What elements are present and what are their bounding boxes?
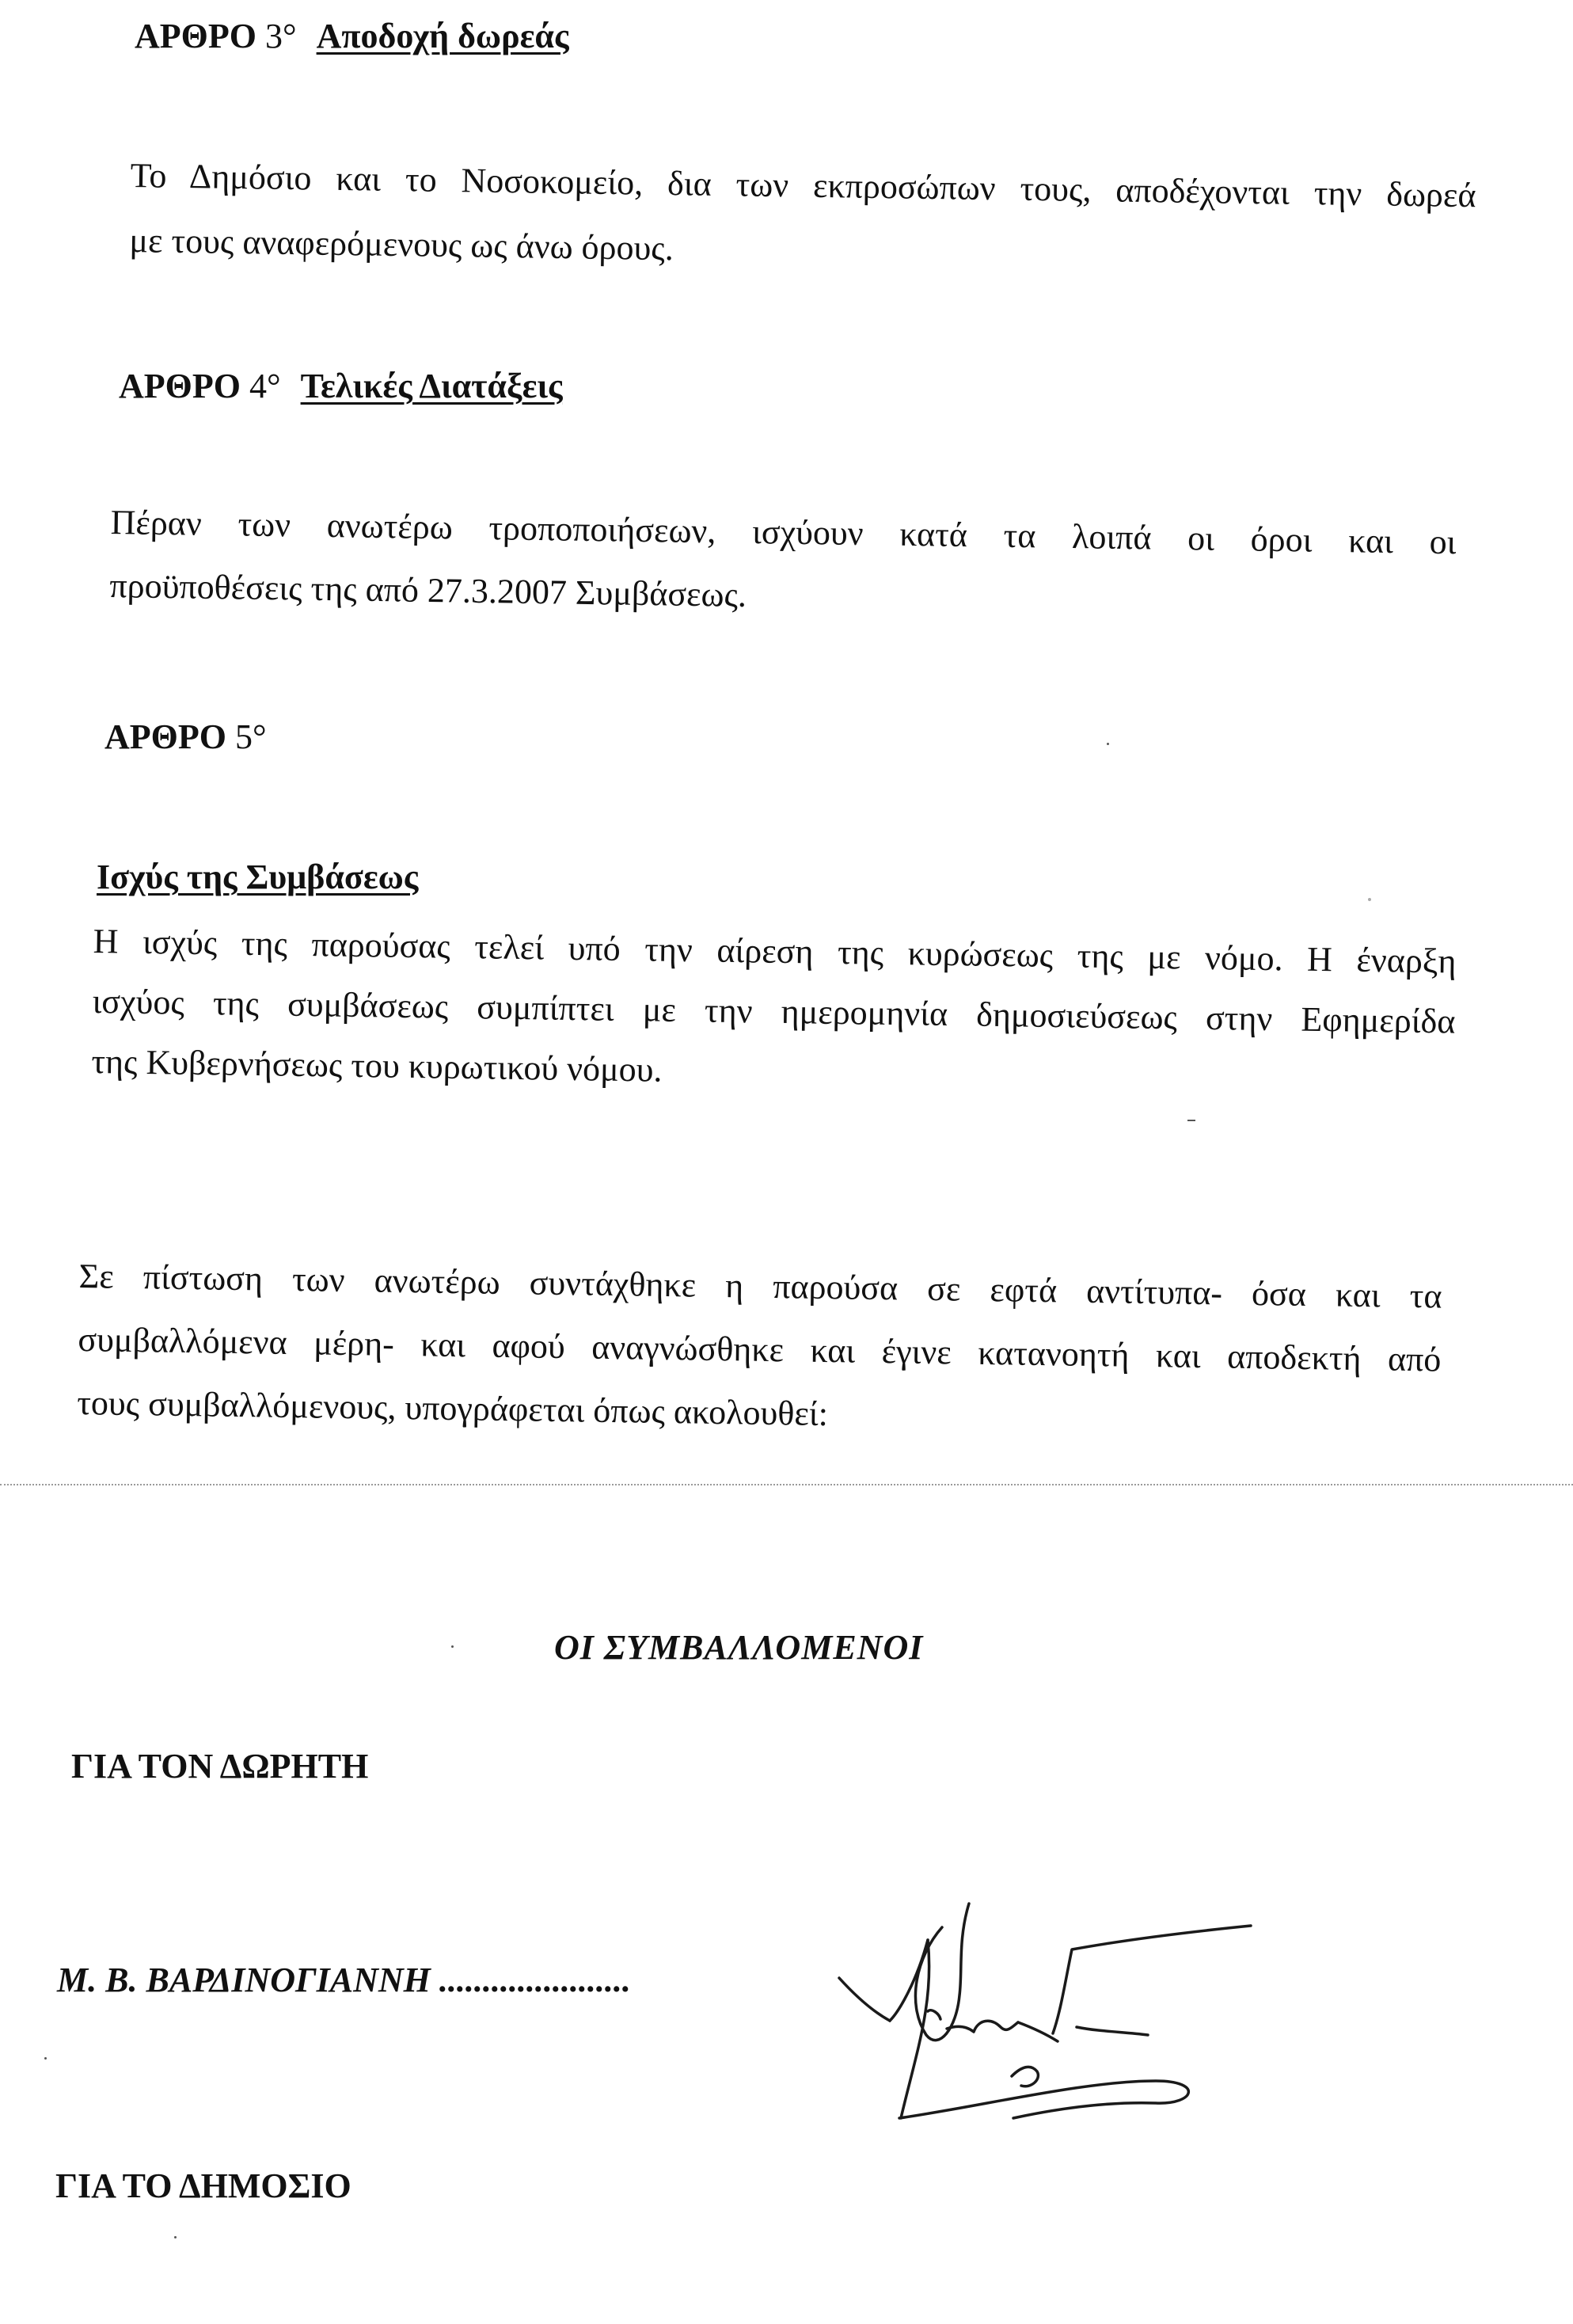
article-3-heading (135, 16, 569, 56)
scan-speck (174, 2236, 177, 2238)
article-5-heading (104, 717, 267, 757)
scan-speck (44, 2057, 47, 2060)
paragraph-line: Σε πίστωση των ανωτέρω συντάχθηκε η παρούσα σε εφτά αντίτυπα- όσα και τα (78, 1257, 1442, 1316)
article-5-body (91, 924, 1457, 1100)
article-5-subtitle: Ισχύς της Συμβάσεως (97, 858, 419, 896)
scan-speck (1187, 1120, 1195, 1121)
article-4-heading (119, 366, 563, 406)
paragraph-line: με τους αναφερόμενους ως άνω όρους. (129, 220, 674, 268)
scan-speck (1368, 898, 1371, 901)
paragraph-line: Πέραν των ανωτέρω τροποποιήσεων, ισχύουν κατά τα λοιπά οι όροι και οι (110, 503, 1457, 562)
donor-name: Μ. Β. ΒΑΡΔΙΝΟΓΙΑΝΝΗ ...................... (57, 1961, 631, 1999)
article-3-body (129, 158, 1476, 278)
closing-paragraph (77, 1259, 1442, 1441)
article-number: 3° (264, 17, 297, 55)
paragraph-line: προϋποθέσεις της από 27.3.2007 Συμβάσεως. (109, 565, 747, 614)
article-number: 5° (234, 717, 267, 756)
paragraph-line: Το Δημόσιο και το Νοσοκομείο, δια των εκπροσώπων τους, αποδέχονται την δωρεά (130, 156, 1476, 215)
article-label: ΑΡΘΡΟ (135, 17, 256, 55)
scan-speck (451, 1645, 454, 1648)
scan-speck (1107, 743, 1109, 745)
paragraph-line: Η ισχύς της παρούσας τελεί υπό την αίρεση της κυρώσεως της με νόμο. Η έναρξη (93, 922, 1457, 981)
scan-divider (0, 1484, 1573, 1485)
paragraph-line: της Κυβερνήσεως του κυρωτικού νόμου. (91, 1041, 663, 1090)
parties-heading: ΟΙ ΣΥΜΒΑΛΛΟΜΕΝΟΙ (554, 1628, 924, 1667)
article-label: ΑΡΘΡΟ (104, 717, 226, 756)
handwritten-signature (823, 1892, 1267, 2130)
article-label: ΑΡΘΡΟ (119, 367, 241, 405)
paragraph-line: συμβαλλόμενα μέρη- και αφού αναγνώσθηκε και έγινε κατανοητή και αποδεκτή από (78, 1319, 1442, 1379)
paragraph-line: τους συμβαλλόμενους, υπογράφεται όπως ακολουθεί: (76, 1383, 829, 1434)
article-title: Τελικές Διατάξεις (300, 367, 563, 405)
article-4-body (109, 505, 1457, 623)
state-label: ΓΙΑ ΤΟ ΔΗΜΟΣΙΟ (55, 2166, 351, 2205)
article-title: Αποδοχή δωρεάς (316, 17, 569, 55)
paragraph-line: ισχύος της συμβάσεως συμπίπτει με την ημερομηνία δημοσιεύσεως στην Εφημερίδα (92, 981, 1456, 1041)
article-number: 4° (249, 367, 281, 405)
donor-label: ΓΙΑ ΤΟΝ ΔΩΡΗΤΗ (71, 1747, 369, 1786)
